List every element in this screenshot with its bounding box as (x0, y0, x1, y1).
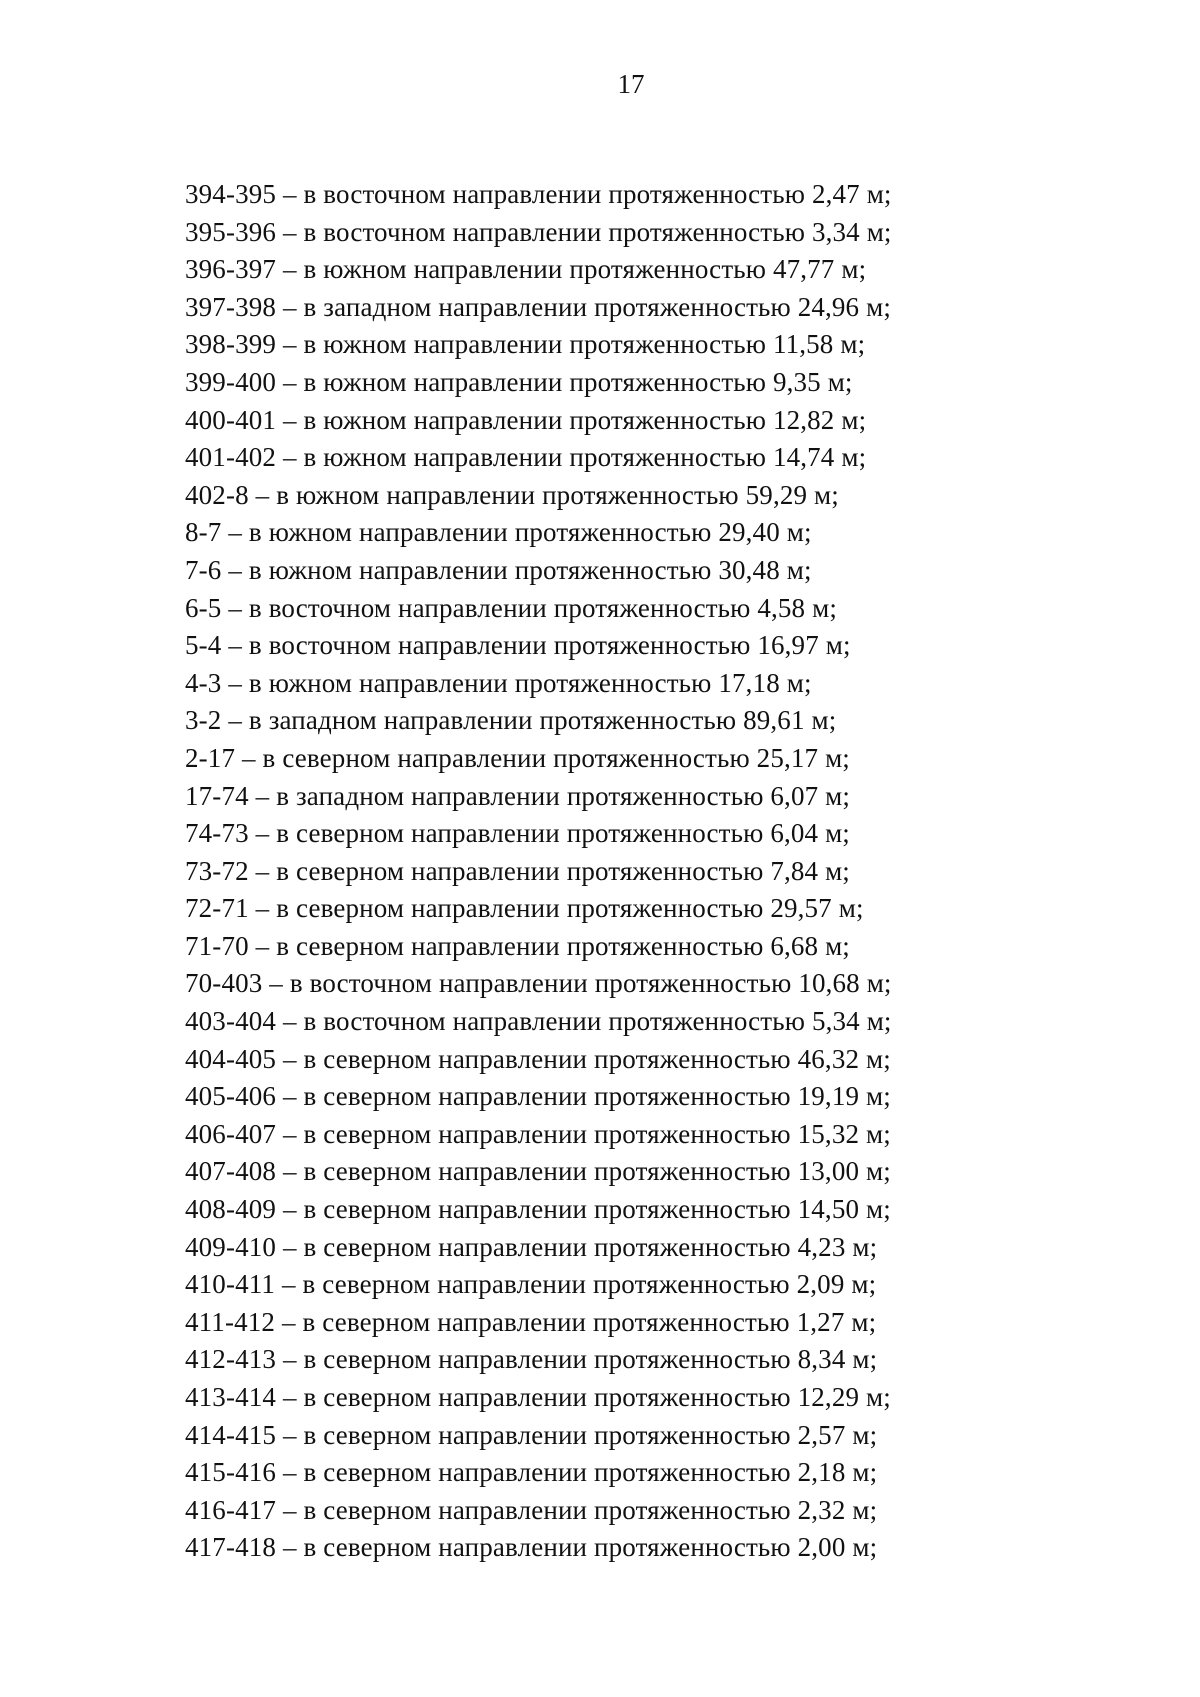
segment-line: 73-72 – в северном направлении протяженностью 7,84 м; (185, 855, 850, 886)
segment-line: 405-406 – в северном направлении протяженностью 19,19 м; (185, 1081, 891, 1112)
segment-line: 412-413 – в северном направлении протяженностью 8,34 м; (185, 1344, 878, 1375)
segment-line: 416-417 – в северном направлении протяженностью 2,32 м; (185, 1494, 878, 1525)
segment-line: 413-414 – в северном направлении протяженностью 12,29 м; (185, 1382, 891, 1412)
segment-line: 408-409 – в северном направлении протяженностью 14,50 м; (185, 1194, 891, 1225)
segment-line: 398-399 – в южном направлении протяженностью 11,58 м; (185, 329, 866, 360)
boundary-segment-list (185, 176, 892, 1567)
segment-line: 407-408 – в северном направлении протяженностью 13,00 м; (185, 1156, 891, 1187)
segment-line: 404-405 – в северном направлении протяженностью 46,32 м; (185, 1043, 891, 1074)
segment-line: 71-70 – в северном направлении протяженностью 6,68 м; (185, 930, 850, 961)
segment-line: 400-401 – в южном направлении протяженностью 12,82 м; (185, 404, 867, 435)
segment-line: 7-6 – в южном направлении протяженностью 30,48 м; (185, 554, 812, 585)
segment-line: 401-402 – в южном направлении протяженностью 14,74 м; (185, 442, 867, 473)
segment-line: 3-2 – в западном направлении протяженностью 89,61 м; (185, 705, 837, 736)
segment-line: 8-7 – в южном направлении протяженностью 29,40 м; (185, 517, 812, 548)
segment-line: 409-410 – в северном направлении протяженностью 4,23 м; (185, 1231, 878, 1262)
page-number: 17 (617, 69, 645, 99)
segment-line: 17-74 – в западном направлении протяженностью 6,07 м; (185, 780, 851, 811)
segment-line: 397-398 – в западном направлении протяженностью 24,96 м; (185, 291, 891, 322)
segment-line: 5-4 – в восточном направлении протяженностью 16,97 м; (185, 630, 851, 661)
segment-line: 70-403 – в восточном направлении протяженностью 10,68 м; (185, 968, 892, 999)
segment-line: 2-17 – в северном направлении протяженностью 25,17 м; (185, 742, 850, 773)
segment-line: 411-412 – в северном направлении протяженностью 1,27 м; (185, 1306, 877, 1337)
segment-line: 406-407 – в северном направлении протяженностью 15,32 м; (185, 1118, 891, 1149)
segment-line: 4-3 – в южном направлении протяженностью 17,18 м; (185, 667, 812, 698)
segment-line: 394-395 – в восточном направлении протяженностью 2,47 м; (185, 179, 892, 209)
segment-line: 72-71 – в северном направлении протяженностью 29,57 м; (185, 893, 864, 924)
segment-line: 6-5 – в восточном направлении протяженностью 4,58 м; (185, 592, 837, 623)
segment-line: 417-418 – в северном направлении протяженностью 2,00 м; (185, 1532, 878, 1563)
segment-line: 396-397 – в южном направлении протяженностью 47,77 м; (185, 254, 867, 285)
segment-line: 414-415 – в северном направлении протяженностью 2,57 м; (185, 1419, 878, 1450)
segment-line: 395-396 – в восточном направлении протяженностью 3,34 м; (185, 216, 892, 247)
segment-line: 74-73 – в северном направлении протяженностью 6,04 м; (185, 818, 850, 849)
segment-line: 410-411 – в северном направлении протяженностью 2,09 м; (185, 1269, 877, 1300)
segment-line: 403-404 – в восточном направлении протяженностью 5,34 м; (185, 1006, 892, 1037)
segment-line: 415-416 – в северном направлении протяженностью 2,18 м; (185, 1457, 878, 1488)
segment-line: 399-400 – в южном направлении протяженностью 9,35 м; (185, 366, 853, 397)
segment-line: 402-8 – в южном направлении протяженностью 59,29 м; (185, 479, 839, 510)
